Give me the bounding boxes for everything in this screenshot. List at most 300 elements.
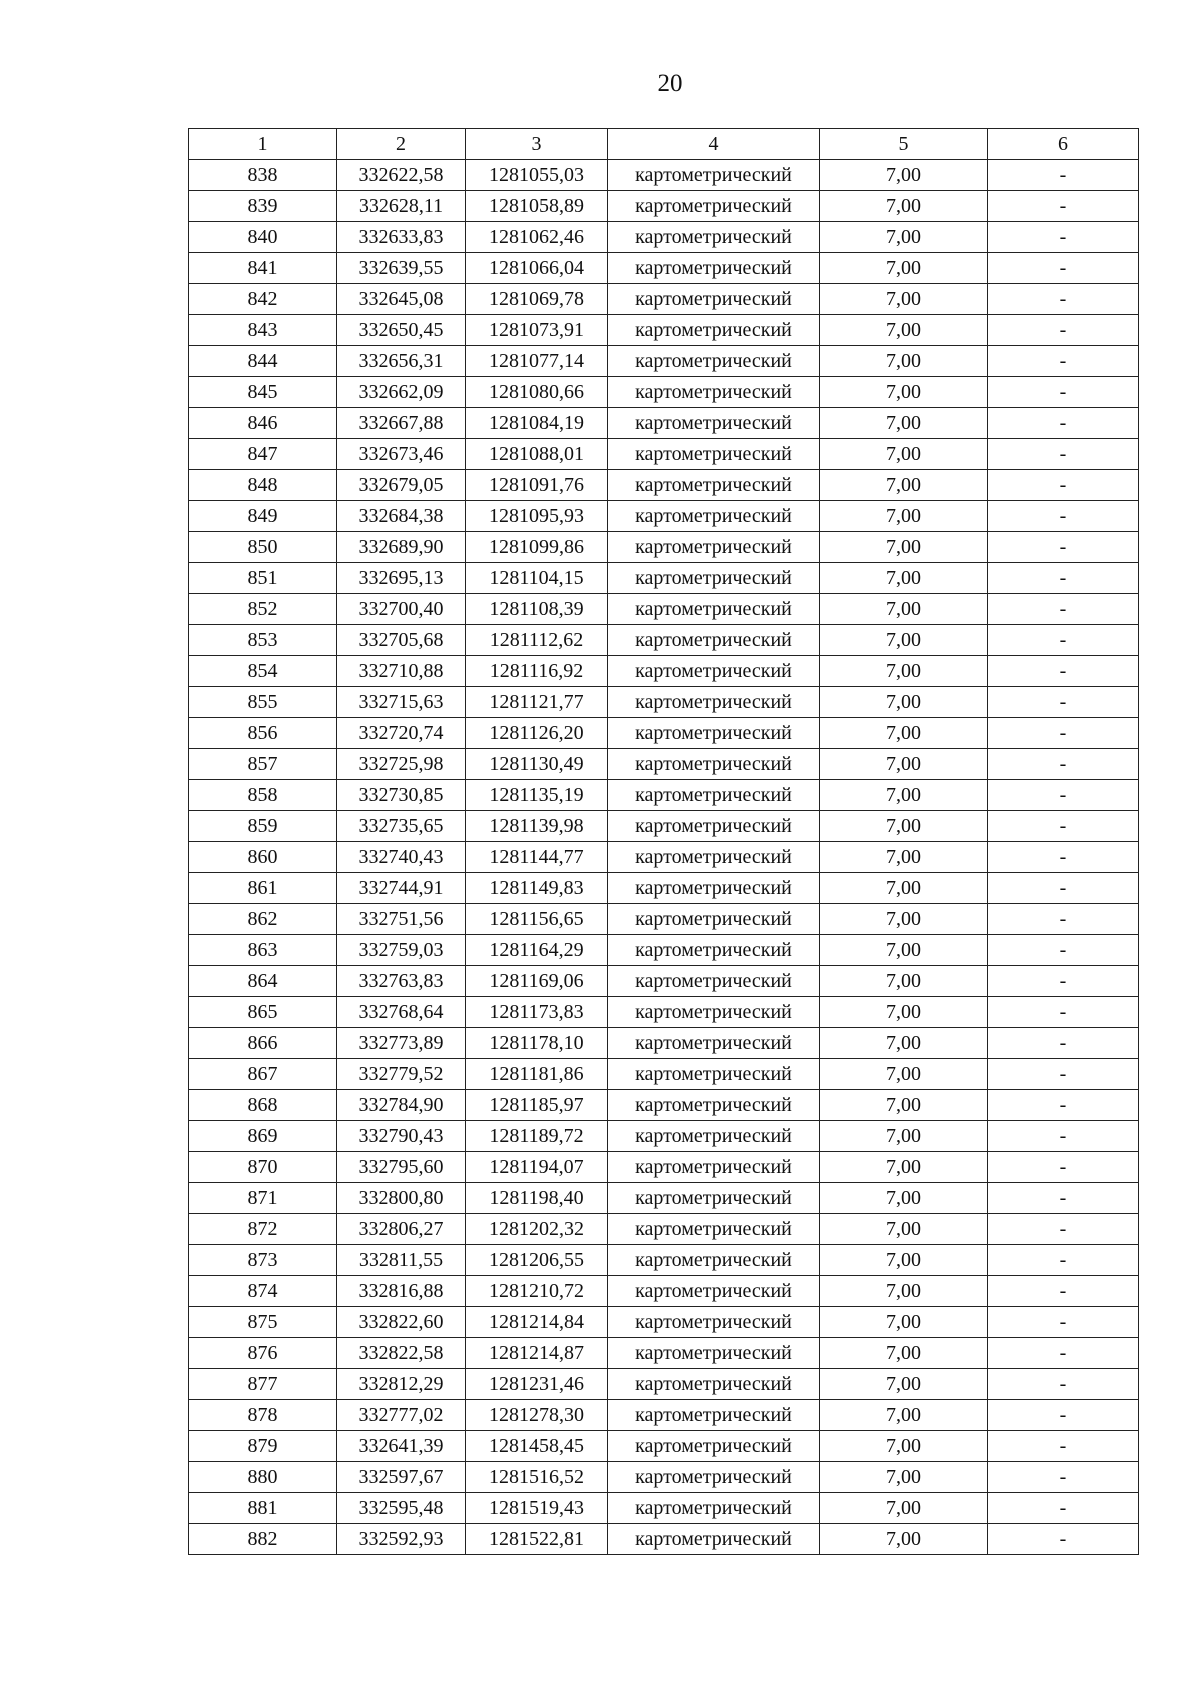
point-number-cell: 868: [189, 1090, 337, 1121]
table-body: [189, 160, 1139, 1555]
x-coordinate-cell: 332822,60: [337, 1307, 466, 1338]
y-coordinate-cell: 1281130,49: [466, 749, 608, 780]
y-coordinate-cell: 1281112,62: [466, 625, 608, 656]
method-cell: картометрический: [608, 1400, 820, 1431]
accuracy-cell: 7,00: [820, 408, 988, 439]
point-number-cell: 858: [189, 780, 337, 811]
header-cell-2: 2: [337, 129, 466, 160]
point-number-cell: 874: [189, 1276, 337, 1307]
x-coordinate-cell: 332595,48: [337, 1493, 466, 1524]
accuracy-cell: 7,00: [820, 687, 988, 718]
point-number-cell: 847: [189, 439, 337, 470]
note-cell: -: [988, 1431, 1139, 1462]
method-cell: картометрический: [608, 1369, 820, 1400]
point-number-cell: 845: [189, 377, 337, 408]
x-coordinate-cell: 332641,39: [337, 1431, 466, 1462]
note-cell: -: [988, 470, 1139, 501]
y-coordinate-cell: 1281189,72: [466, 1121, 608, 1152]
method-cell: картометрический: [608, 1524, 820, 1555]
y-coordinate-cell: 1281055,03: [466, 160, 608, 191]
table-row: [189, 501, 1139, 532]
accuracy-cell: 7,00: [820, 501, 988, 532]
y-coordinate-cell: 1281516,52: [466, 1462, 608, 1493]
accuracy-cell: 7,00: [820, 315, 988, 346]
note-cell: -: [988, 718, 1139, 749]
note-cell: -: [988, 935, 1139, 966]
method-cell: картометрический: [608, 718, 820, 749]
table-row: [189, 439, 1139, 470]
point-number-cell: 864: [189, 966, 337, 997]
y-coordinate-cell: 1281202,32: [466, 1214, 608, 1245]
x-coordinate-cell: 332800,80: [337, 1183, 466, 1214]
point-number-cell: 855: [189, 687, 337, 718]
y-coordinate-cell: 1281178,10: [466, 1028, 608, 1059]
table-row: [189, 1121, 1139, 1152]
method-cell: картометрический: [608, 594, 820, 625]
y-coordinate-cell: 1281173,83: [466, 997, 608, 1028]
table-row: [189, 470, 1139, 501]
accuracy-cell: 7,00: [820, 1245, 988, 1276]
y-coordinate-cell: 1281198,40: [466, 1183, 608, 1214]
note-cell: -: [988, 1121, 1139, 1152]
method-cell: картометрический: [608, 315, 820, 346]
table-row: [189, 904, 1139, 935]
method-cell: картометрический: [608, 501, 820, 532]
method-cell: картометрический: [608, 563, 820, 594]
method-cell: картометрический: [608, 1121, 820, 1152]
method-cell: картометрический: [608, 1431, 820, 1462]
y-coordinate-cell: 1281214,87: [466, 1338, 608, 1369]
x-coordinate-cell: 332725,98: [337, 749, 466, 780]
table-row: [189, 780, 1139, 811]
point-number-cell: 867: [189, 1059, 337, 1090]
note-cell: -: [988, 222, 1139, 253]
note-cell: -: [988, 1307, 1139, 1338]
table-row: [189, 191, 1139, 222]
table-row: [189, 346, 1139, 377]
note-cell: -: [988, 439, 1139, 470]
method-cell: картометрический: [608, 470, 820, 501]
method-cell: картометрический: [608, 935, 820, 966]
accuracy-cell: 7,00: [820, 1059, 988, 1090]
table-row: [189, 408, 1139, 439]
x-coordinate-cell: 332816,88: [337, 1276, 466, 1307]
table-row: [189, 1307, 1139, 1338]
x-coordinate-cell: 332790,43: [337, 1121, 466, 1152]
x-coordinate-cell: 332628,11: [337, 191, 466, 222]
note-cell: -: [988, 253, 1139, 284]
method-cell: картометрический: [608, 1183, 820, 1214]
coordinates-table: [188, 128, 1139, 1555]
y-coordinate-cell: 1281091,76: [466, 470, 608, 501]
y-coordinate-cell: 1281156,65: [466, 904, 608, 935]
point-number-cell: 852: [189, 594, 337, 625]
x-coordinate-cell: 332763,83: [337, 966, 466, 997]
x-coordinate-cell: 332705,68: [337, 625, 466, 656]
accuracy-cell: 7,00: [820, 1183, 988, 1214]
accuracy-cell: 7,00: [820, 780, 988, 811]
note-cell: -: [988, 625, 1139, 656]
method-cell: картометрический: [608, 532, 820, 563]
note-cell: -: [988, 532, 1139, 563]
table-row: [189, 625, 1139, 656]
accuracy-cell: 7,00: [820, 532, 988, 563]
note-cell: -: [988, 1245, 1139, 1276]
method-cell: картометрический: [608, 284, 820, 315]
coordinates-table-container: [188, 128, 1138, 1555]
note-cell: -: [988, 160, 1139, 191]
accuracy-cell: 7,00: [820, 1307, 988, 1338]
y-coordinate-cell: 1281104,15: [466, 563, 608, 594]
table-row: [189, 1276, 1139, 1307]
x-coordinate-cell: 332784,90: [337, 1090, 466, 1121]
x-coordinate-cell: 332597,67: [337, 1462, 466, 1493]
method-cell: картометрический: [608, 1245, 820, 1276]
x-coordinate-cell: 332822,58: [337, 1338, 466, 1369]
y-coordinate-cell: 1281126,20: [466, 718, 608, 749]
y-coordinate-cell: 1281062,46: [466, 222, 608, 253]
note-cell: -: [988, 191, 1139, 222]
note-cell: -: [988, 1276, 1139, 1307]
point-number-cell: 879: [189, 1431, 337, 1462]
method-cell: картометрический: [608, 1028, 820, 1059]
method-cell: картометрический: [608, 873, 820, 904]
y-coordinate-cell: 1281144,77: [466, 842, 608, 873]
note-cell: -: [988, 1028, 1139, 1059]
y-coordinate-cell: 1281519,43: [466, 1493, 608, 1524]
x-coordinate-cell: 332700,40: [337, 594, 466, 625]
x-coordinate-cell: 332730,85: [337, 780, 466, 811]
method-cell: картометрический: [608, 1338, 820, 1369]
note-cell: -: [988, 1183, 1139, 1214]
note-cell: -: [988, 377, 1139, 408]
accuracy-cell: 7,00: [820, 1121, 988, 1152]
note-cell: -: [988, 997, 1139, 1028]
y-coordinate-cell: 1281069,78: [466, 284, 608, 315]
accuracy-cell: 7,00: [820, 1431, 988, 1462]
note-cell: -: [988, 904, 1139, 935]
method-cell: картометрический: [608, 625, 820, 656]
header-cell-5: 5: [820, 129, 988, 160]
accuracy-cell: 7,00: [820, 1400, 988, 1431]
y-coordinate-cell: 1281139,98: [466, 811, 608, 842]
y-coordinate-cell: 1281214,84: [466, 1307, 608, 1338]
accuracy-cell: 7,00: [820, 811, 988, 842]
table-row: [189, 1245, 1139, 1276]
point-number-cell: 846: [189, 408, 337, 439]
table-row: [189, 1462, 1139, 1493]
y-coordinate-cell: 1281095,93: [466, 501, 608, 532]
x-coordinate-cell: 332667,88: [337, 408, 466, 439]
header-row: [189, 129, 1139, 160]
x-coordinate-cell: 332795,60: [337, 1152, 466, 1183]
x-coordinate-cell: 332662,09: [337, 377, 466, 408]
note-cell: -: [988, 563, 1139, 594]
x-coordinate-cell: 332779,52: [337, 1059, 466, 1090]
note-cell: -: [988, 594, 1139, 625]
note-cell: -: [988, 780, 1139, 811]
point-number-cell: 862: [189, 904, 337, 935]
x-coordinate-cell: 332759,03: [337, 935, 466, 966]
point-number-cell: 878: [189, 1400, 337, 1431]
y-coordinate-cell: 1281080,66: [466, 377, 608, 408]
y-coordinate-cell: 1281121,77: [466, 687, 608, 718]
table-row: [189, 315, 1139, 346]
x-coordinate-cell: 332673,46: [337, 439, 466, 470]
point-number-cell: 839: [189, 191, 337, 222]
table-row: [189, 687, 1139, 718]
note-cell: -: [988, 1152, 1139, 1183]
note-cell: -: [988, 1369, 1139, 1400]
accuracy-cell: 7,00: [820, 749, 988, 780]
x-coordinate-cell: 332811,55: [337, 1245, 466, 1276]
method-cell: картометрический: [608, 687, 820, 718]
method-cell: картометрический: [608, 842, 820, 873]
method-cell: картометрический: [608, 253, 820, 284]
accuracy-cell: 7,00: [820, 439, 988, 470]
accuracy-cell: 7,00: [820, 842, 988, 873]
table-row: [189, 873, 1139, 904]
table-row: [189, 1431, 1139, 1462]
y-coordinate-cell: 1281099,86: [466, 532, 608, 563]
y-coordinate-cell: 1281278,30: [466, 1400, 608, 1431]
point-number-cell: 865: [189, 997, 337, 1028]
accuracy-cell: 7,00: [820, 594, 988, 625]
y-coordinate-cell: 1281210,72: [466, 1276, 608, 1307]
y-coordinate-cell: 1281066,04: [466, 253, 608, 284]
table-row: [189, 284, 1139, 315]
y-coordinate-cell: 1281206,55: [466, 1245, 608, 1276]
method-cell: картометрический: [608, 811, 820, 842]
x-coordinate-cell: 332592,93: [337, 1524, 466, 1555]
table-row: [189, 997, 1139, 1028]
x-coordinate-cell: 332622,58: [337, 160, 466, 191]
accuracy-cell: 7,00: [820, 935, 988, 966]
point-number-cell: 871: [189, 1183, 337, 1214]
point-number-cell: 857: [189, 749, 337, 780]
x-coordinate-cell: 332773,89: [337, 1028, 466, 1059]
note-cell: -: [988, 811, 1139, 842]
y-coordinate-cell: 1281108,39: [466, 594, 608, 625]
header-cell-3: 3: [466, 129, 608, 160]
accuracy-cell: 7,00: [820, 625, 988, 656]
note-cell: -: [988, 1338, 1139, 1369]
note-cell: -: [988, 1214, 1139, 1245]
point-number-cell: 873: [189, 1245, 337, 1276]
table-row: [189, 594, 1139, 625]
method-cell: картометрический: [608, 1493, 820, 1524]
x-coordinate-cell: 332639,55: [337, 253, 466, 284]
x-coordinate-cell: 332744,91: [337, 873, 466, 904]
accuracy-cell: 7,00: [820, 470, 988, 501]
accuracy-cell: 7,00: [820, 718, 988, 749]
point-number-cell: 882: [189, 1524, 337, 1555]
x-coordinate-cell: 332656,31: [337, 346, 466, 377]
accuracy-cell: 7,00: [820, 1493, 988, 1524]
accuracy-cell: 7,00: [820, 873, 988, 904]
method-cell: картометрический: [608, 997, 820, 1028]
note-cell: -: [988, 842, 1139, 873]
accuracy-cell: 7,00: [820, 997, 988, 1028]
accuracy-cell: 7,00: [820, 1338, 988, 1369]
point-number-cell: 848: [189, 470, 337, 501]
note-cell: -: [988, 284, 1139, 315]
table-row: [189, 377, 1139, 408]
header-cell-4: 4: [608, 129, 820, 160]
note-cell: -: [988, 656, 1139, 687]
method-cell: картометрический: [608, 1276, 820, 1307]
accuracy-cell: 7,00: [820, 1214, 988, 1245]
table-row: [189, 532, 1139, 563]
table-row: [189, 1400, 1139, 1431]
note-cell: -: [988, 873, 1139, 904]
point-number-cell: 881: [189, 1493, 337, 1524]
accuracy-cell: 7,00: [820, 1369, 988, 1400]
x-coordinate-cell: 332735,65: [337, 811, 466, 842]
x-coordinate-cell: 332806,27: [337, 1214, 466, 1245]
table-row: [189, 842, 1139, 873]
header-cell-1: 1: [189, 129, 337, 160]
method-cell: картометрический: [608, 222, 820, 253]
table-row: [189, 1214, 1139, 1245]
header-cell-6: 6: [988, 129, 1139, 160]
method-cell: картометрический: [608, 966, 820, 997]
method-cell: картометрический: [608, 408, 820, 439]
point-number-cell: 841: [189, 253, 337, 284]
method-cell: картометрический: [608, 1090, 820, 1121]
y-coordinate-cell: 1281084,19: [466, 408, 608, 439]
y-coordinate-cell: 1281149,83: [466, 873, 608, 904]
point-number-cell: 872: [189, 1214, 337, 1245]
x-coordinate-cell: 332720,74: [337, 718, 466, 749]
point-number-cell: 843: [189, 315, 337, 346]
x-coordinate-cell: 332710,88: [337, 656, 466, 687]
table-row: [189, 811, 1139, 842]
y-coordinate-cell: 1281073,91: [466, 315, 608, 346]
note-cell: -: [988, 1090, 1139, 1121]
table-row: [189, 718, 1139, 749]
note-cell: -: [988, 315, 1139, 346]
table-row: [189, 656, 1139, 687]
x-coordinate-cell: 332768,64: [337, 997, 466, 1028]
table-row: [189, 1369, 1139, 1400]
method-cell: картометрический: [608, 377, 820, 408]
y-coordinate-cell: 1281135,19: [466, 780, 608, 811]
y-coordinate-cell: 1281231,46: [466, 1369, 608, 1400]
accuracy-cell: 7,00: [820, 346, 988, 377]
method-cell: картометрический: [608, 439, 820, 470]
y-coordinate-cell: 1281169,06: [466, 966, 608, 997]
table-row: [189, 1183, 1139, 1214]
method-cell: картометрический: [608, 160, 820, 191]
page-number: 20: [657, 70, 683, 97]
method-cell: картометрический: [608, 191, 820, 222]
table-row: [189, 1152, 1139, 1183]
table-row: [189, 1028, 1139, 1059]
method-cell: картометрический: [608, 656, 820, 687]
note-cell: -: [988, 1493, 1139, 1524]
table-row: [189, 966, 1139, 997]
table-row: [189, 253, 1139, 284]
accuracy-cell: 7,00: [820, 1276, 988, 1307]
point-number-cell: 877: [189, 1369, 337, 1400]
accuracy-cell: 7,00: [820, 222, 988, 253]
point-number-cell: 880: [189, 1462, 337, 1493]
table-row: [189, 1338, 1139, 1369]
y-coordinate-cell: 1281164,29: [466, 935, 608, 966]
x-coordinate-cell: 332689,90: [337, 532, 466, 563]
point-number-cell: 856: [189, 718, 337, 749]
point-number-cell: 861: [189, 873, 337, 904]
point-number-cell: 869: [189, 1121, 337, 1152]
point-number-cell: 842: [189, 284, 337, 315]
table-row: [189, 935, 1139, 966]
accuracy-cell: 7,00: [820, 1028, 988, 1059]
method-cell: картометрический: [608, 749, 820, 780]
accuracy-cell: 7,00: [820, 284, 988, 315]
y-coordinate-cell: 1281088,01: [466, 439, 608, 470]
x-coordinate-cell: 332777,02: [337, 1400, 466, 1431]
note-cell: -: [988, 501, 1139, 532]
x-coordinate-cell: 332679,05: [337, 470, 466, 501]
accuracy-cell: 7,00: [820, 160, 988, 191]
accuracy-cell: 7,00: [820, 563, 988, 594]
point-number-cell: 854: [189, 656, 337, 687]
method-cell: картометрический: [608, 346, 820, 377]
point-number-cell: 840: [189, 222, 337, 253]
note-cell: -: [988, 1059, 1139, 1090]
point-number-cell: 860: [189, 842, 337, 873]
note-cell: -: [988, 408, 1139, 439]
point-number-cell: 876: [189, 1338, 337, 1369]
accuracy-cell: 7,00: [820, 1462, 988, 1493]
y-coordinate-cell: 1281116,92: [466, 656, 608, 687]
accuracy-cell: 7,00: [820, 253, 988, 284]
y-coordinate-cell: 1281181,86: [466, 1059, 608, 1090]
point-number-cell: 849: [189, 501, 337, 532]
point-number-cell: 844: [189, 346, 337, 377]
method-cell: картометрический: [608, 904, 820, 935]
point-number-cell: 863: [189, 935, 337, 966]
x-coordinate-cell: 332645,08: [337, 284, 466, 315]
point-number-cell: 859: [189, 811, 337, 842]
accuracy-cell: 7,00: [820, 966, 988, 997]
method-cell: картометрический: [608, 1462, 820, 1493]
table-row: [189, 1059, 1139, 1090]
x-coordinate-cell: 332633,83: [337, 222, 466, 253]
x-coordinate-cell: 332740,43: [337, 842, 466, 873]
note-cell: -: [988, 687, 1139, 718]
method-cell: картометрический: [608, 780, 820, 811]
accuracy-cell: 7,00: [820, 191, 988, 222]
point-number-cell: 875: [189, 1307, 337, 1338]
x-coordinate-cell: 332715,63: [337, 687, 466, 718]
accuracy-cell: 7,00: [820, 1090, 988, 1121]
x-coordinate-cell: 332812,29: [337, 1369, 466, 1400]
method-cell: картометрический: [608, 1307, 820, 1338]
method-cell: картометрический: [608, 1059, 820, 1090]
method-cell: картометрический: [608, 1152, 820, 1183]
accuracy-cell: 7,00: [820, 904, 988, 935]
x-coordinate-cell: 332751,56: [337, 904, 466, 935]
y-coordinate-cell: 1281522,81: [466, 1524, 608, 1555]
note-cell: -: [988, 346, 1139, 377]
x-coordinate-cell: 332684,38: [337, 501, 466, 532]
table-row: [189, 1524, 1139, 1555]
y-coordinate-cell: 1281185,97: [466, 1090, 608, 1121]
table-row: [189, 1493, 1139, 1524]
x-coordinate-cell: 332650,45: [337, 315, 466, 346]
